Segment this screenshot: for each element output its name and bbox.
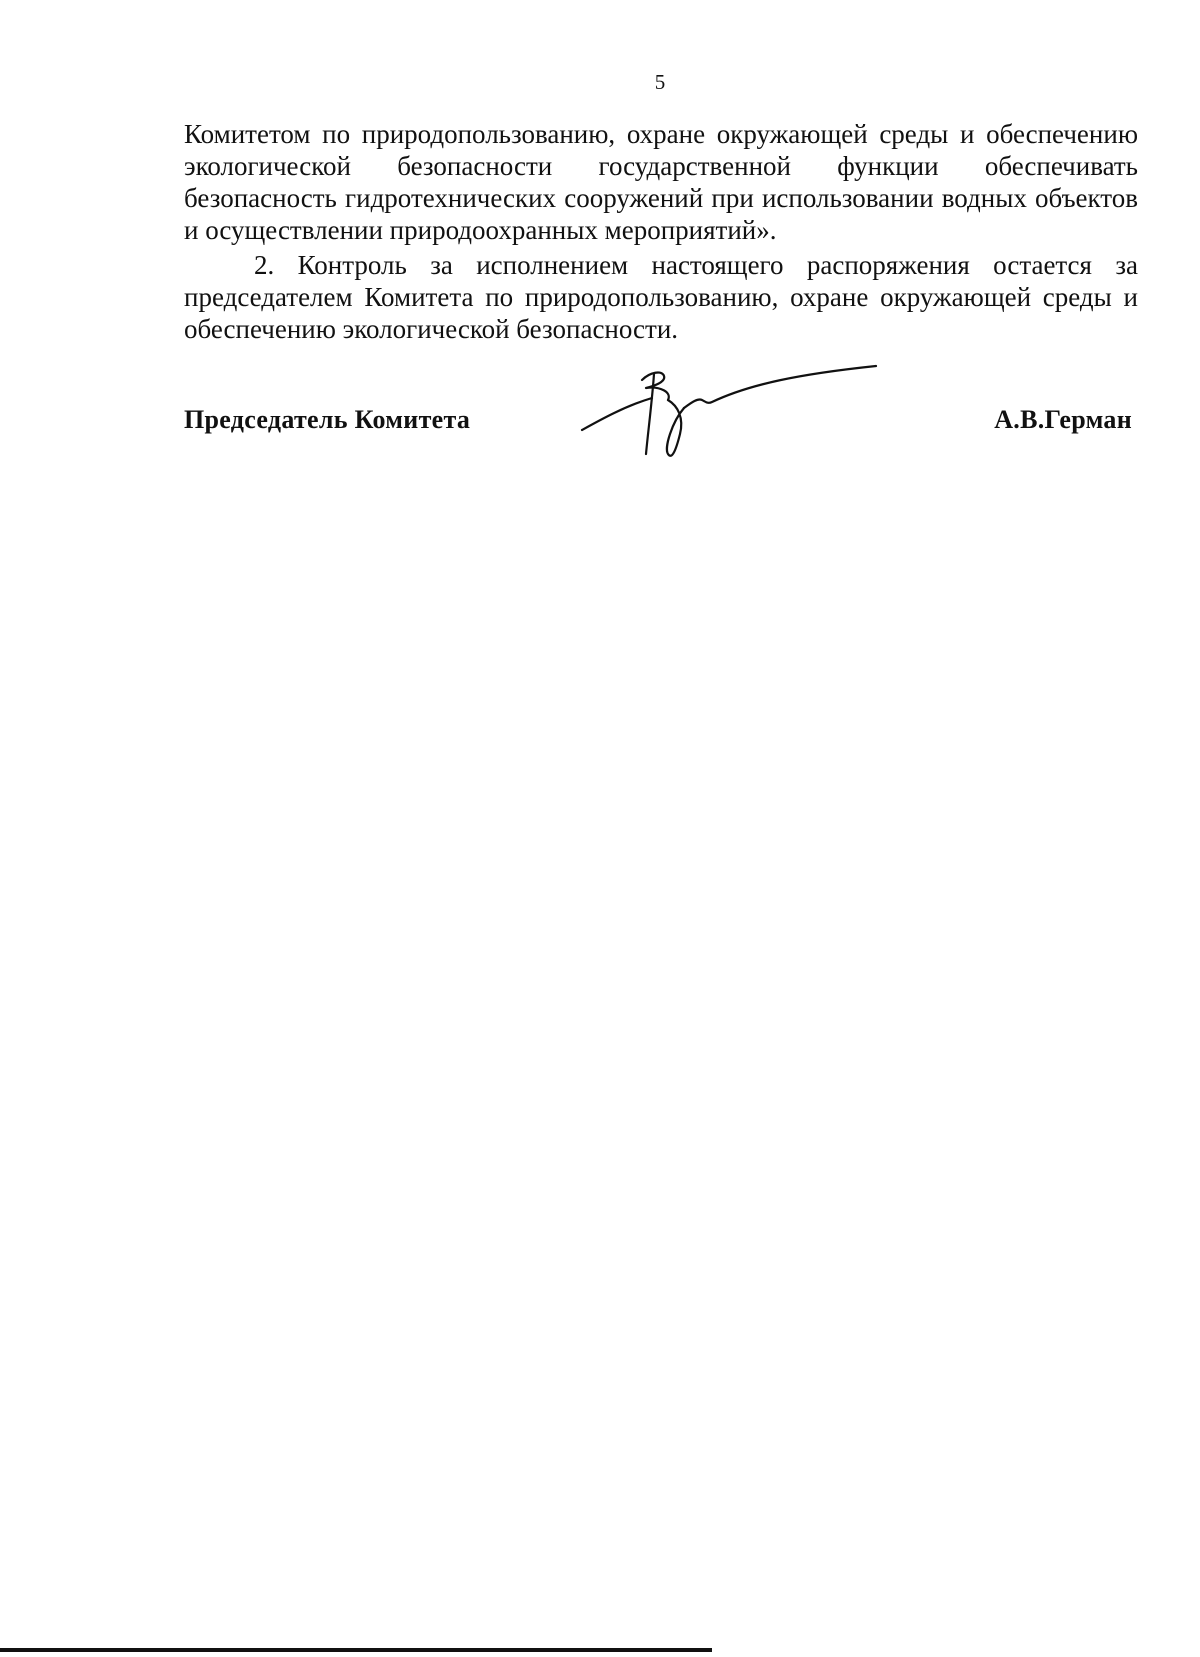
paragraph-continuation: Комитетом по природопользованию, охране окружающей среды и обеспечению экологической безопасности государственной функции обеспечивать безопасность гидротехнических сооружений при использовании водных объектов и осуществлении природоохранных мероприятий». [184, 119, 1138, 245]
paragraph-item-2: 2. Контроль за исполнением настоящего распоряжения остается за председателем Комитета по природопользованию, охране окружающей среды и обеспечению экологической безопасности. [184, 250, 1138, 344]
page-number: 5 [654, 70, 666, 94]
bottom-scan-border [0, 1648, 712, 1652]
handwritten-signature-icon [580, 362, 880, 482]
document-body [184, 118, 1138, 345]
signer-title: Председатель Комитета [184, 405, 471, 434]
signer-name: А.В.Герман [994, 405, 1132, 434]
